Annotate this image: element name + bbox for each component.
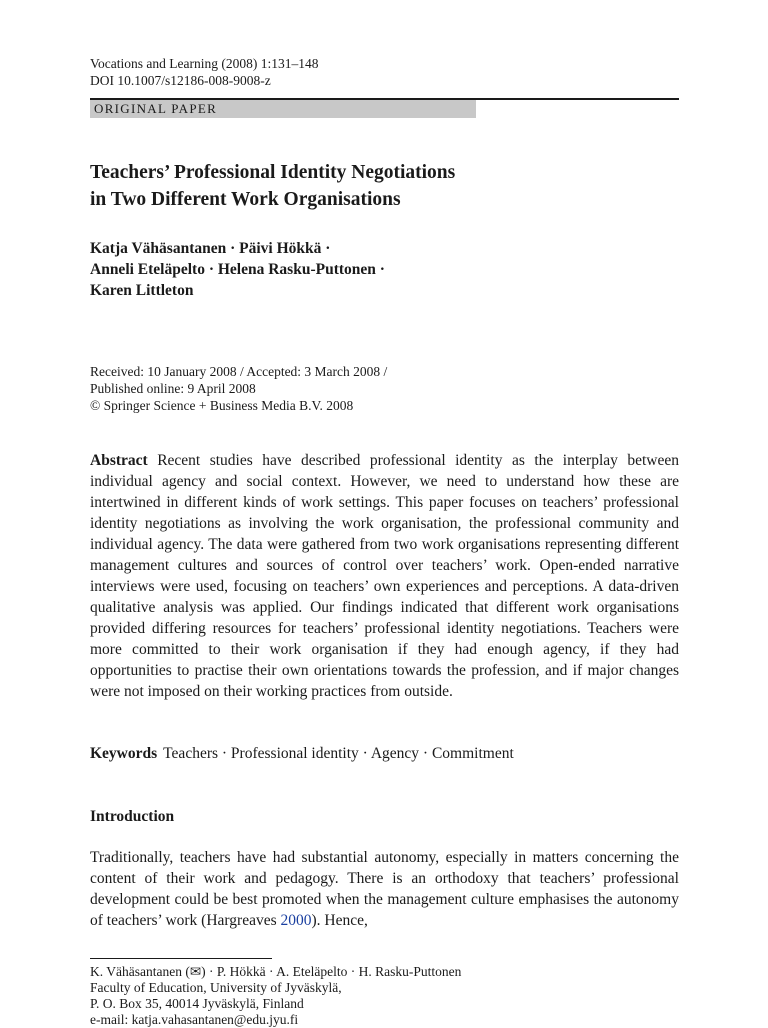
author-line-1: Katja Vähäsantanen · Päivi Hökkä · (90, 240, 331, 257)
footnote-line-3: P. O. Box 35, 40014 Jyväskylä, Finland (90, 996, 304, 1011)
intro-text-end: ). Hence, (311, 912, 368, 929)
abstract-text: Recent studies have described professional identity as the interplay between individual agency and social context. However, we need to understand how these are intertwined in different kinds of work settings. This paper focuses on teachers’ professional identity negotiations as involving the work organisation, the professional community and individual agency. The data were gathered from two work organisations representing different management cultures and sources of control over teachers’ work. Open-ended narrative interviews were used, focusing on teachers’ own experiences and perceptions. A data-driven qualitative analysis was applied. Our findings indicated that different work organisations provided differing resources for teachers’ professional identity negotiations. Teachers were more committed to their work organisation if they had enough agency, if they had opportunities to practise their own orientations towards the profession, and if major changes were not imposed on their working practices from outside. (90, 452, 680, 700)
paper-type-banner: ORIGINAL PAPER (90, 100, 476, 118)
published-online: Published online: 9 April 2008 (90, 381, 256, 396)
footnote-line-1: K. Vähäsantanen (✉) · P. Hökkä · A. Eteläpelto · H. Rasku-Puttonen (90, 964, 462, 979)
author-list (90, 238, 385, 301)
journal-doi: DOI 10.1007/s12186-008-9008-z (90, 73, 271, 88)
author-line-2: Anneli Eteläpelto · Helena Rasku-Puttonen · (90, 261, 385, 278)
footnote-line-2: Faculty of Education, University of Jyväskylä, (90, 980, 342, 995)
abstract-label: Abstract (90, 452, 148, 469)
keywords (90, 743, 514, 764)
title-line-2: in Two Different Work Organisations (90, 189, 401, 210)
copyright: © Springer Science + Business Media B.V. 2008 (90, 398, 354, 413)
received-accepted: Received: 10 January 2008 / Accepted: 3 March 2008 / (90, 364, 388, 379)
footnote-rule (90, 958, 272, 959)
introduction-heading: Introduction (90, 808, 175, 825)
citation-link[interactable]: 2000 (280, 912, 312, 929)
paper-title (90, 159, 455, 213)
publication-dates (90, 363, 387, 414)
keywords-text: Teachers · Professional identity · Agency · Commitment (163, 745, 514, 762)
keywords-label: Keywords (90, 745, 158, 762)
author-line-3: Karen Littleton (90, 282, 194, 299)
abstract (90, 450, 679, 702)
author-footnote (90, 964, 461, 1028)
title-line-1: Teachers’ Professional Identity Negotiations (90, 162, 456, 183)
intro-text: Traditionally, teachers have had substantial autonomy, especially in matters concerning the content of their work and pedagogy. There is an orthodoxy that teachers’ professional development could be best promoted when the management culture emphasises the autonomy of teachers’ work (Hargreaves (90, 849, 679, 929)
footnote-email[interactable]: e-mail: katja.vahasantanen@edu.jyu.fi (90, 1012, 299, 1027)
journal-citation: Vocations and Learning (2008) 1:131–148 (90, 56, 319, 71)
journal-header (90, 55, 318, 89)
introduction-paragraph (90, 847, 679, 931)
